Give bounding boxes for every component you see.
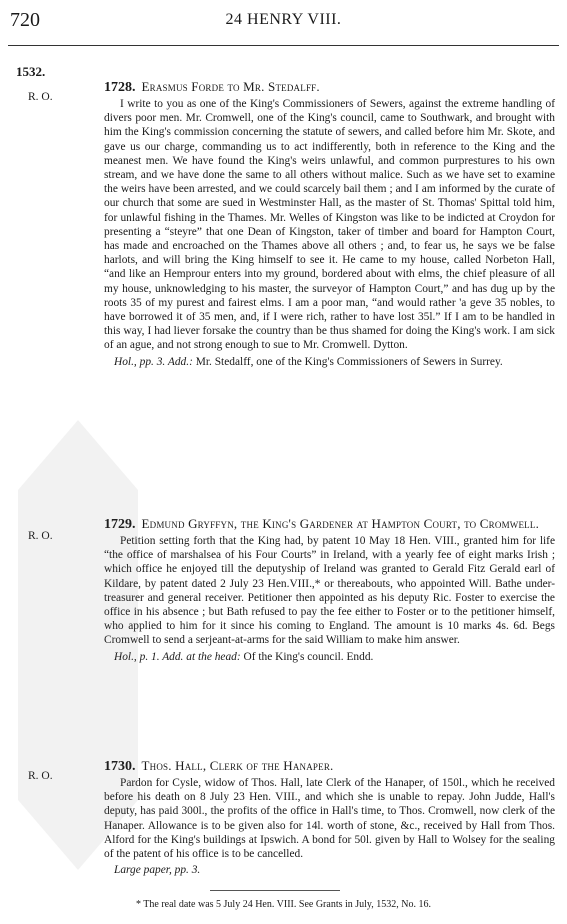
entry-body: Petition setting forth that the King had, by patent 10 May 18 Hen. VIII., granted him for life “the office of marshalsea of his Four Courts” in Ireland, with a yearly fee of eight marks Irish ; which office he enjoyed till the deputyship of Ireland was granted to Gerald Fitz Gerald earl of Kildare, by patent dated 2 July 23 Hen.VIII.,* or thereabouts, who appointed Will. Bathe under-treasurer and general receiver. Petitioner then appointed as his deputy Ric. Foster to exercise the office in his absence ; but Bath refused to pay the fee either to Foster or to the petitioner himself, who applied to him for it since his coming to England. The amount is 10 marks 4s. 6d. Begs Cromwell to send a serjeant-at-arms for the said William to make him answer. [104,535,555,647]
entry-1729 [104,516,555,664]
entry-note [114,355,555,369]
entry-note [114,650,555,664]
margin-reference: R. O. [28,530,53,542]
note-lead: Large paper, pp. 3. [114,864,201,877]
entry-heading: Erasmus Forde to Mr. Stedalff. [141,79,320,94]
running-title: 24 HENRY VIII. [225,11,342,28]
note-lead: Hol., p. 1. Add. at the head: [114,650,241,663]
page-number: 720 [10,9,40,31]
margin-reference: R. O. [28,91,53,103]
footnote: * The real date was 5 July 24 Hen. VIII. See Grants in July, 1532, No. 16. [135,899,432,910]
entry-note [114,863,555,877]
entry-title [104,79,555,96]
entry-number: 1730. [104,759,136,774]
note-lead: Hol., pp. 3. Add.: [114,355,193,368]
entry-heading: Edmund Gryffyn, the King's Gardener at Hampton Court, to Cromwell. [141,516,540,531]
footnote-rule [210,890,340,891]
entry-body: Pardon for Cysle, widow of Thos. Hall, late Clerk of the Hanaper, of 150l., which he received before his death on 8 July 23 Hen. VIII., and which she is unable to repay. John Judde, Hall's deputy, has paid 300l., the profits of the office in Hall's time, to Thos. Cromwell, now clerk of the Hanaper. Allowance is to be given also for 14l. worth of stone, &c., received by Hall from Thos. Alford for the King's buildings at Ipswich. A bond for 50l. given by Hall to Wolsey for the sealing of the patent of his office is to be cancelled. [104,777,555,861]
header-rule [8,45,559,46]
note-text: Of the King's council. Endd. [240,650,374,663]
entry-1728 [104,79,555,369]
entry-number: 1728. [104,80,136,95]
entry-body: I write to you as one of the King's Commissioners of Sewers, against the extreme handling of divers poor men. Mr. Cromwell, one of the King's council, came to Southwark, and brought with him the King's commission concerning the statute of sewers, and called before him Mr. Skote, and gave us our charge, commanding us to act indifferently, both in reference to the King and the meanest men. We have found the King's weirs unlawful, and common purprestures to his own stream, and we have done the same to all others without malice. Such as we have set to examine the weirs have been arrested, and we could scarcely bail them ; and I am informed by the curate of our church that some are sued in Westminster Hall, as the master of St. Thomas' Spittal told him, for unlawful fishing in the Thames. Mr. Welles of Kingston was like to be indicted at Croydon for presenting a “steyre” that one Dean of Kingston, taker of timber and board for Hampton Court, has made and encroached on the Thames above all others ; and, to fear us, he says we be false harlots, and will bring the King himself to see it. He came to my house, called Norbeton Hall, “and like an Hemprour enters into my ground, bordered about with elms, the chief pleasure of all my house, unknowledging to his master, the surveyor of Hampton Court,” and has dug up by the roots 35 of my purest and fairest elms. I am a poor man, “and would rather 'a geve 35 nobles, to have borrowed it of 35 men, and, if I were rich, rather to have lost 35l.” If I am to be handled in this way, I had liever forsake the country than be thus shamed for doing the King's work. I am sick of an ague, and not strong enough to sue to Mr. Cromwell. Dytton. [104,98,555,352]
entry-title [104,758,555,775]
entry-title [104,516,555,533]
entry-1730 [104,758,555,877]
note-text: Mr. Stedalff, one of the King's Commissioners of Sewers in Surrey. [192,355,503,368]
entry-heading: Thos. Hall, Clerk of the Hanaper. [141,758,334,773]
year-heading: 1532. [16,64,46,79]
entry-number: 1729. [104,517,136,532]
margin-reference: R. O. [28,770,53,782]
